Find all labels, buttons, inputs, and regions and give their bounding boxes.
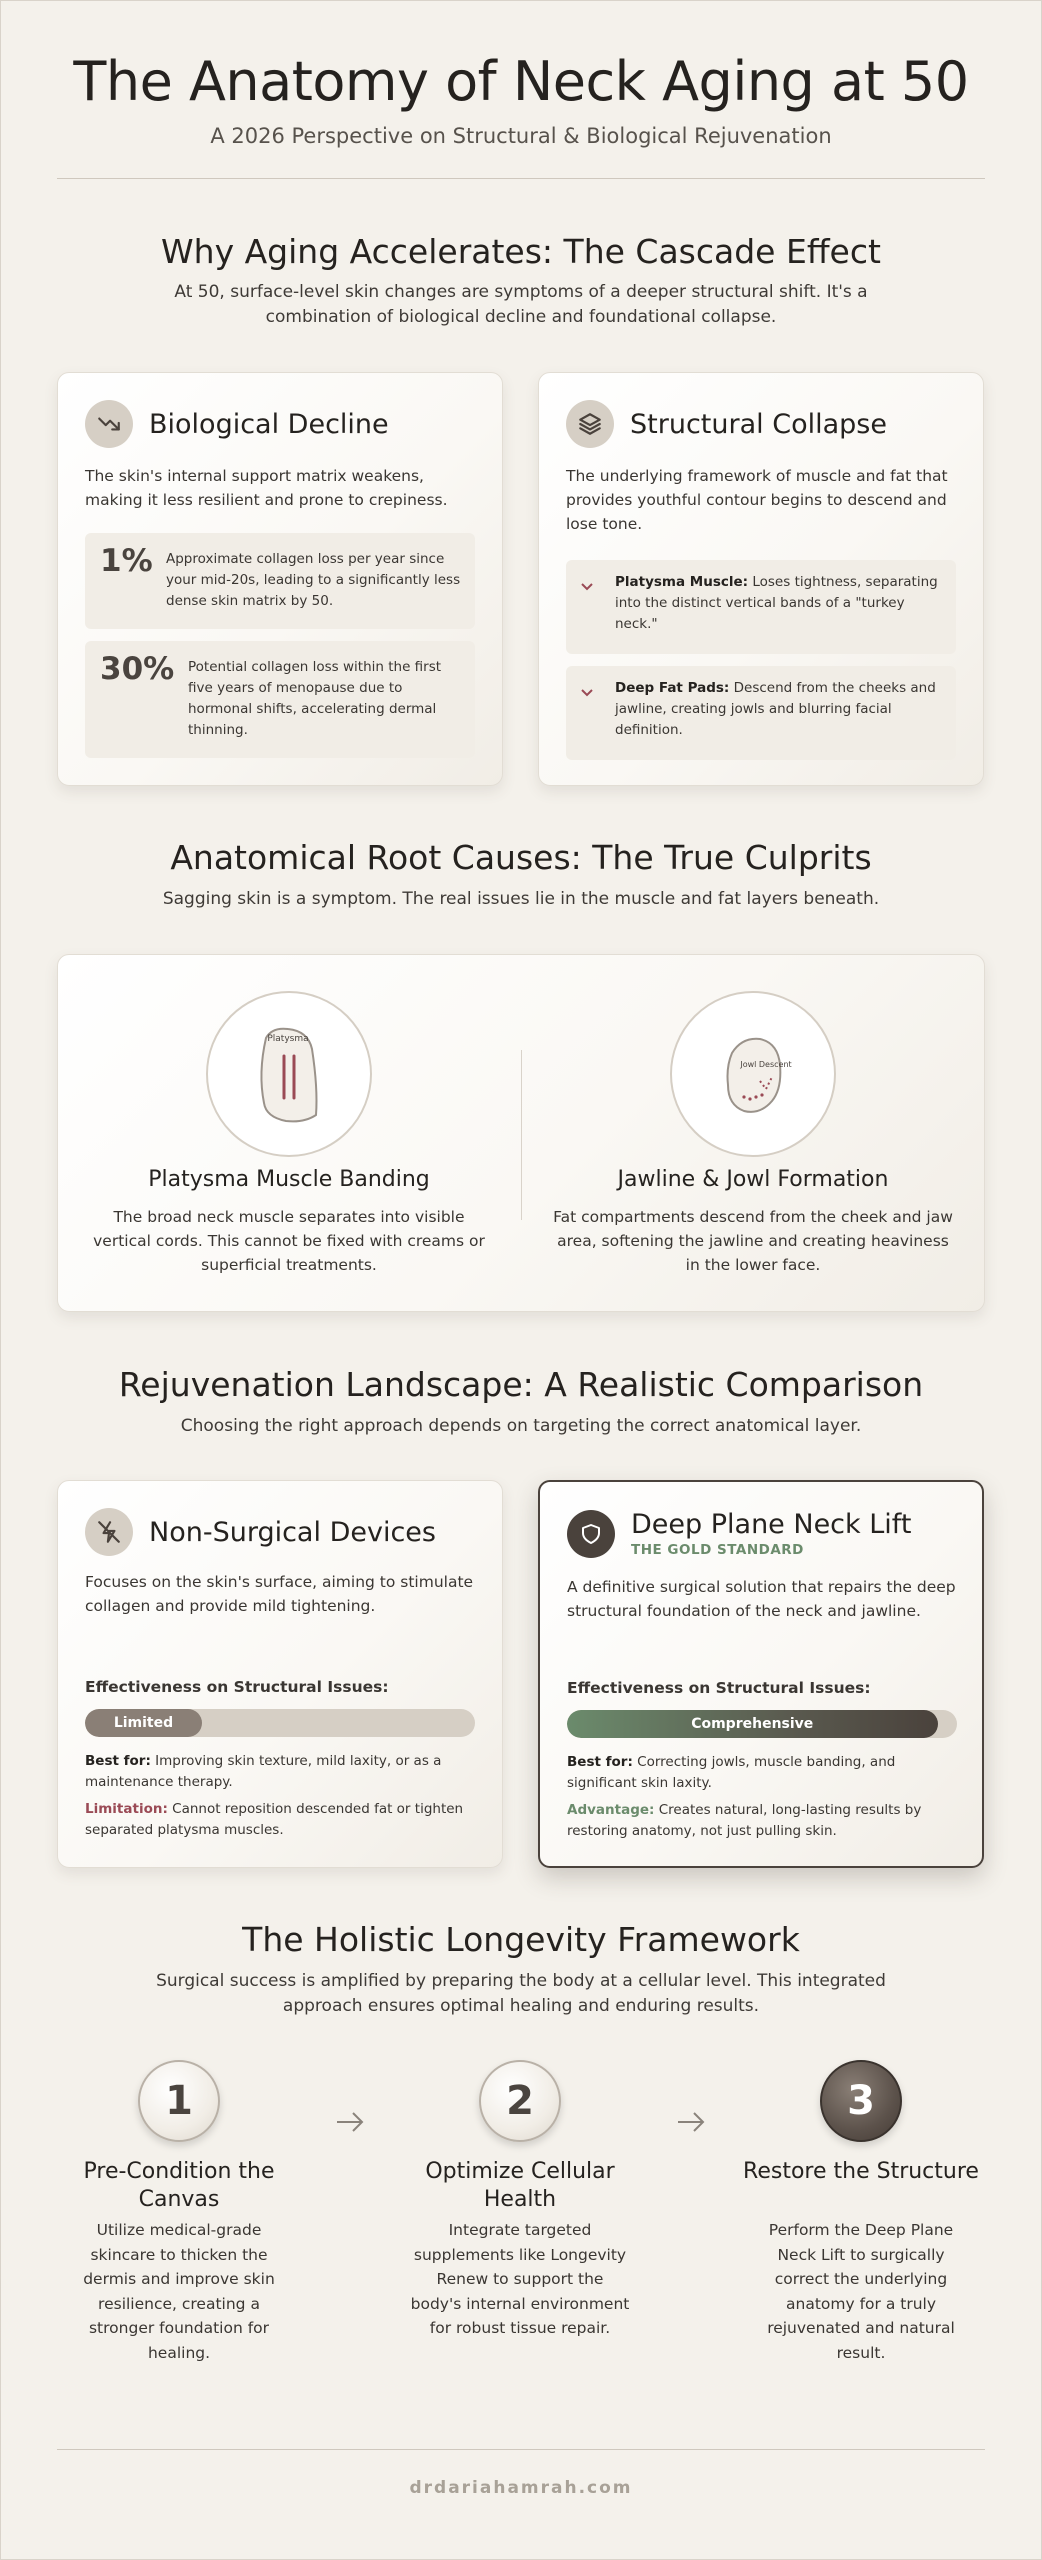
step-2-text: Integrate targeted supplements like Longevity Renew to support the body's internal environment for robust tissue repair.: [410, 2221, 630, 2337]
deep-plane-card: [538, 1480, 984, 1868]
jowl-diagram-label: Jowl Descent: [740, 1060, 792, 1069]
effectiveness-bar-fill: Comprehensive: [567, 1710, 938, 1738]
device-off-icon: [85, 1508, 133, 1556]
chevron-down-icon: [580, 582, 594, 592]
biological-decline-card: [57, 372, 503, 786]
stat-text: Approximate collagen loss per year since your mid-20s, leading to a significantly less dense skin matrix by 50.: [166, 551, 461, 609]
best-for-text: [85, 1751, 475, 1793]
platysma-banding-title: Platysma Muscle Banding: [148, 1167, 430, 1192]
limitation-label: Limitation:: [85, 1801, 168, 1817]
note-text: Descend from the cheeks and jawline, creating jowls and blurring facial definition.: [615, 680, 936, 738]
arrow-right-icon: [333, 2105, 367, 2139]
root-causes-section-description: Sagging skin is a symptom. The real issues lie in the muscle and fat layers beneath.: [162, 889, 880, 909]
footer-site-link[interactable]: drdariahamrah.com: [409, 2478, 633, 2498]
biological-decline-text: The skin's internal support matrix weakens, making it less resilient and prone to crepiness.: [85, 467, 448, 509]
structural-collapse-text: The underlying framework of muscle and fat that provides youthful contour begins to descend and lose tone.: [566, 467, 948, 533]
platysma-note: [566, 560, 956, 654]
step-1-title: Pre-Condition the Canvas: [83, 2159, 275, 2212]
framework-section-title: The Holistic Longevity Framework: [242, 1920, 800, 1959]
root-causes-card: [57, 954, 985, 1312]
jowl-face-illustration: [672, 993, 834, 1155]
stat-value: 1%: [100, 543, 153, 579]
biological-decline-title: Biological Decline: [149, 408, 389, 440]
jowl-formation-text: Fat compartments descend from the cheek and jaw area, softening the jawline and creating heaviness in the lower face.: [553, 1208, 953, 1274]
shield-icon: [567, 1510, 615, 1558]
platysma-neck-illustration: [208, 993, 370, 1155]
best-for-text: [567, 1752, 957, 1794]
effectiveness-label: Effectiveness on Structural Issues:: [85, 1678, 389, 1696]
step-2-title: Optimize Cellular Health: [425, 2159, 615, 2212]
page-subtitle: A 2026 Perspective on Structural & Biological Rejuvenation: [210, 124, 832, 148]
limitation-value: Cannot reposition descended fat or tighten separated platysma muscles.: [85, 1801, 464, 1838]
stat-text: Potential collagen loss within the first five years of menopause due to hormonal shifts, accelerating dermal thinning.: [188, 659, 442, 738]
header-divider: [57, 178, 985, 179]
advantage-value: Creates natural, long-lasting results by restoring anatomy, not just pulling skin.: [567, 1802, 922, 1839]
jowl-formation-title: Jawline & Jowl Formation: [617, 1167, 889, 1192]
deep-plane-title: Deep Plane Neck Lift: [631, 1509, 912, 1540]
effectiveness-bar: [85, 1709, 475, 1737]
step-3-number: 3: [820, 2060, 902, 2142]
arrow-right-icon: [674, 2105, 708, 2139]
column-divider: [521, 1050, 522, 1220]
step-1-number: 1: [138, 2060, 220, 2142]
root-causes-section-title: Anatomical Root Causes: The True Culprits: [170, 838, 872, 877]
chevron-down-icon: [580, 688, 594, 698]
note-text: Loses tightness, separating into the distinct vertical bands of a "turkey neck.": [615, 574, 938, 632]
page-title: The Anatomy of Neck Aging at 50: [73, 50, 969, 113]
effectiveness-bar: [567, 1710, 957, 1738]
non-surgical-text: Focuses on the skin's surface, aiming to stimulate collagen and provide mild tightening.: [85, 1573, 474, 1615]
best-for-value: Improving skin texture, mild laxity, or as a maintenance therapy.: [85, 1753, 442, 1790]
footer-divider: [57, 2449, 985, 2450]
note-label: Platysma Muscle:: [615, 574, 749, 590]
step-2-number: 2: [479, 2060, 561, 2142]
step-3-title: Restore the Structure: [743, 2159, 979, 2184]
best-for-label: Best for:: [567, 1754, 633, 1770]
step-1-text: Utilize medical-grade skincare to thicken the dermis and improve skin resilience, creating a stronger foundation for healing.: [83, 2221, 275, 2362]
trending-down-icon: [85, 400, 133, 448]
layers-icon: [566, 400, 614, 448]
structural-collapse-card: [538, 372, 984, 786]
landscape-section-title: Rejuvenation Landscape: A Realistic Comparison: [118, 1365, 924, 1404]
stat-value: 30%: [100, 651, 175, 687]
advantage-label: Advantage:: [567, 1802, 655, 1818]
stat-box-collagen-yearly: [85, 533, 475, 629]
platysma-diagram-label: Platysma: [267, 1034, 309, 1044]
cascade-section-title: Why Aging Accelerates: The Cascade Effect: [161, 232, 881, 271]
framework-section-description: Surgical success is amplified by preparing the body at a cellular level. This integrated approach ensures optimal healing and enduring results.: [156, 1971, 886, 2016]
fat-pads-note: [566, 666, 956, 760]
non-surgical-title: Non-Surgical Devices: [149, 1516, 436, 1548]
platysma-diagram: [206, 991, 372, 1157]
non-surgical-card: [57, 1480, 503, 1868]
gold-standard-badge: THE GOLD STANDARD: [631, 1542, 804, 1558]
note-label: Deep Fat Pads:: [615, 680, 730, 696]
effectiveness-label: Effectiveness on Structural Issues:: [567, 1679, 871, 1697]
advantage-text: [567, 1800, 957, 1842]
limitation-text: [85, 1799, 475, 1841]
platysma-banding-text: The broad neck muscle separates into visible vertical cords. This cannot be fixed with creams or superficial treatments.: [93, 1208, 485, 1274]
cascade-section-description: At 50, surface-level skin changes are symptoms of a deeper structural shift. It's a combination of biological decline and foundational collapse.: [174, 282, 868, 327]
best-for-value: Correcting jowls, muscle banding, and significant skin laxity.: [567, 1754, 896, 1791]
step-3-text: Perform the Deep Plane Neck Lift to surgically correct the underlying anatomy for a truly rejuvenated and natural result.: [767, 2221, 955, 2362]
stat-box-collagen-menopause: [85, 641, 475, 758]
best-for-label: Best for:: [85, 1753, 151, 1769]
jowl-diagram: [670, 991, 836, 1157]
effectiveness-bar-fill: Limited: [85, 1709, 202, 1737]
landscape-section-description: Choosing the right approach depends on targeting the correct anatomical layer.: [180, 1416, 862, 1436]
deep-plane-text: A definitive surgical solution that repairs the deep structural foundation of the neck and jawline.: [567, 1578, 956, 1620]
structural-collapse-title: Structural Collapse: [630, 408, 887, 440]
